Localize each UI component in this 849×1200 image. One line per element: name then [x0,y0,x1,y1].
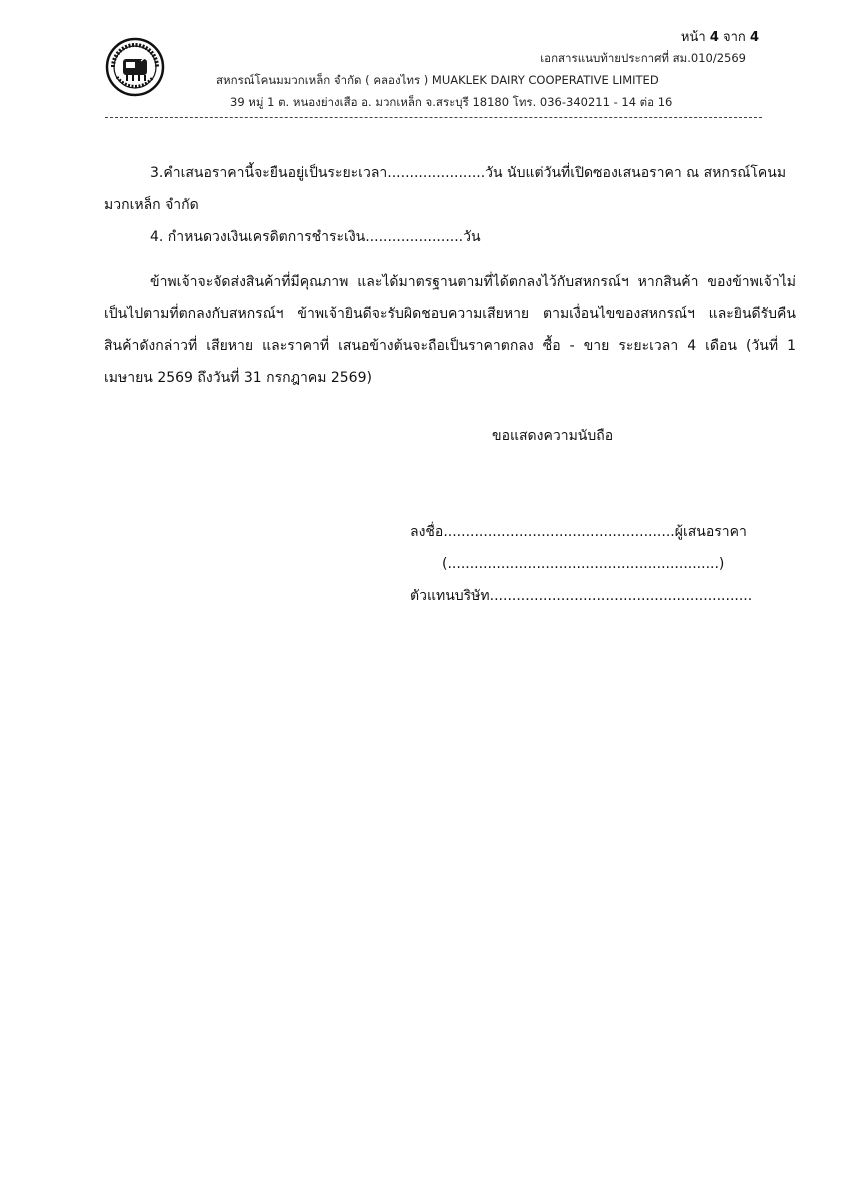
header-divider [105,117,762,118]
page-current: 4 [709,30,719,45]
signature-name-line: (.............................................................) [442,556,725,572]
signature-line: ลงชื่อ....................................................ผู้เสนอราคา [410,524,747,540]
document-reference: เอกสารแนบท้ายประกาศที่ สม.010/2569 [540,51,746,65]
item-4: 4. กำหนดวงเงินเครดิตการชำระเงิน......................วัน [150,229,481,245]
page-total: 4 [749,30,759,45]
organization-address: 39 หมู่ 1 ต. หนองย่างเสือ อ. มวกเหล็ก จ.สระบุรี 18180 โทร. 036-340211 - 14 ต่อ 16 [230,95,673,109]
page-of-label: จาก [723,30,746,45]
item-3-line-1: 3.คำเสนอราคานี้จะยืนอยู่เป็นระยะเวลา......................วัน นับแต่วันที่เปิดซองเสนอราคา ณ สหกรณ์โคนม [150,165,787,181]
terms-paragraph-text: ข้าพเจ้าจะจัดส่งสินค้าที่มีคุณภาพ และได้มาตรฐานตามที่ได้ตกลงไว้กับสหกรณ์ฯ หากสินค้า ของข้าพเจ้าไม่เป็นไปตามที่ตกลงกับสหกรณ์ฯ ข้าพเจ้ายินดีจะรับผิดชอบความเสียหาย ตามเงื่อนไขของสหกรณ์ฯ และยินดีรับคืนสินค้าดังกล่าวที่ เสียหาย และราคาที่ เสนอข้างต้นจะถือเป็นราคาตกลง ซื้อ - ขาย ระยะเวลา 4 เดือน (วันที่ 1 เมษายน 2569 ถึงวันที่ 31 กรกฎาคม 2569) [104,274,796,386]
page-label: หน้า [680,30,706,45]
company-representative-line: ตัวแทนบริษัท........................................................... [410,588,753,604]
terms-paragraph [104,266,796,394]
closing-salutation: ขอแสดงความนับถือ [492,428,614,444]
cooperative-seal-icon [105,37,165,97]
page-number [681,26,759,47]
item-3-line-2: มวกเหล็ก จำกัด [104,197,199,213]
organization-name: สหกรณ์โคนมมวกเหล็ก จำกัด ( คลองไทร ) MUAKLEK DAIRY COOPERATIVE LIMITED [216,73,659,87]
